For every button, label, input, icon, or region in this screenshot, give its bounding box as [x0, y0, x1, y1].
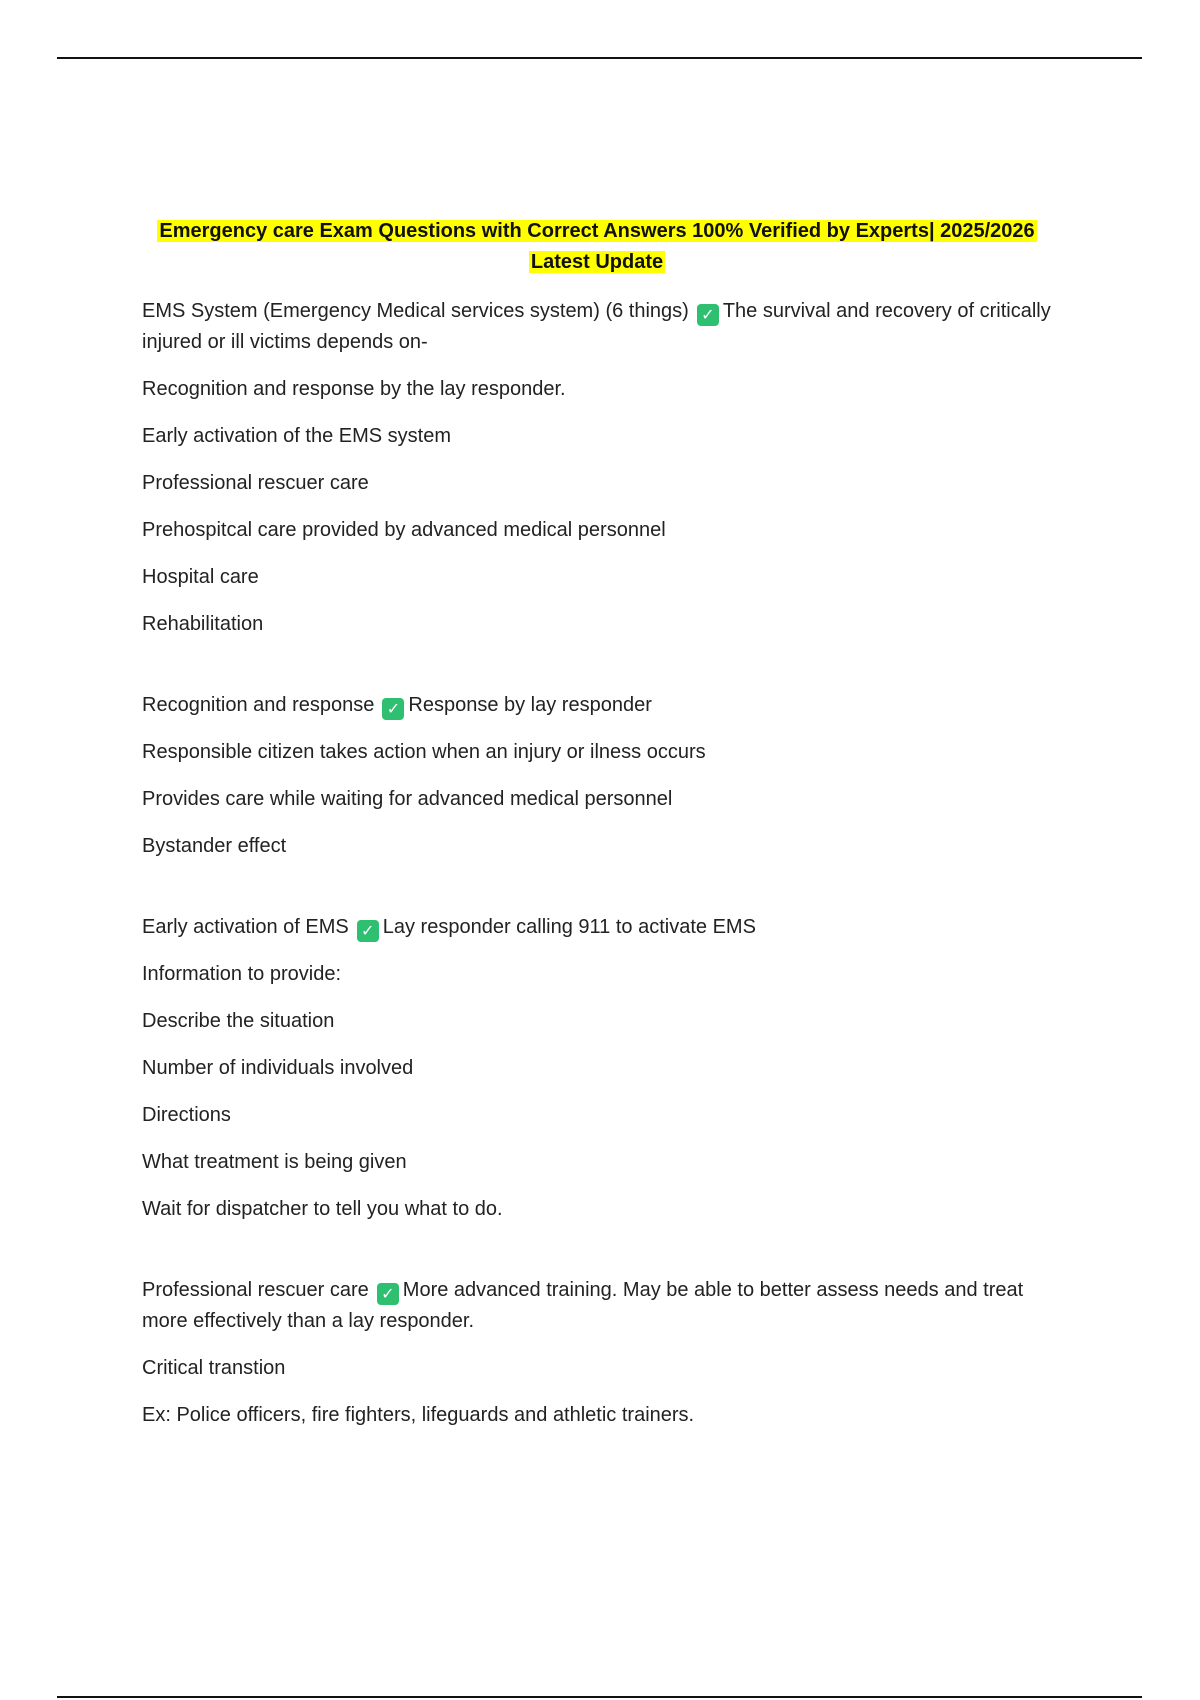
qa-detail: Recognition and response by the lay responder. [142, 378, 566, 400]
qa-detail: Provides care while waiting for advanced medical personnel [142, 788, 673, 810]
qa-answer: Lay responder calling 911 to activate EMS [382, 916, 756, 938]
qa-question-line [142, 296, 1052, 358]
qa-question: Early activation of EMS [142, 916, 349, 938]
qa-question: EMS System (Emergency Medical services system) (6 things) [142, 300, 689, 322]
qa-question-line [142, 912, 1052, 943]
qa-detail: Directions [142, 1104, 231, 1126]
qa-question: Professional rescuer care [142, 1279, 369, 1301]
qa-detail: Number of individuals involved [142, 1057, 414, 1079]
qa-item [142, 1275, 1052, 1431]
qa-detail: Rehabilitation [142, 613, 264, 635]
qa-answer: Response by lay responder [408, 694, 652, 716]
qa-detail: Critical transtion [142, 1357, 286, 1379]
qa-detail: Prehospitcal care provided by advanced medical personnel [142, 519, 666, 541]
qa-detail: What treatment is being given [142, 1151, 407, 1173]
qa-answer: More advanced training. May be able to better assess needs and treat more effectively than a lay responder. [142, 1279, 1024, 1332]
qa-item [142, 690, 1052, 862]
qa-detail: Information to provide: [142, 963, 341, 985]
check-mark-icon: ✓ [697, 304, 719, 326]
qa-detail: Hospital care [142, 566, 259, 588]
qa-item [142, 912, 1052, 1225]
document-title [142, 216, 1052, 278]
document-title-text: Emergency care Exam Questions with Correct Answers 100% Verified by Experts| 2025/2026 Latest Update [159, 220, 1035, 273]
qa-detail: Bystander effect [142, 835, 287, 857]
qa-detail: Ex: Police officers, fire fighters, lifeguards and athletic trainers. [142, 1404, 695, 1426]
qa-detail: Describe the situation [142, 1010, 335, 1032]
check-mark-icon: ✓ [382, 698, 404, 720]
qa-question-line [142, 690, 1052, 721]
footer-rule [57, 1696, 1142, 1698]
qa-detail: Responsible citizen takes action when an injury or ilness occurs [142, 741, 706, 763]
qa-detail: Wait for dispatcher to tell you what to do. [142, 1198, 503, 1220]
check-mark-icon: ✓ [357, 920, 379, 942]
qa-item [142, 296, 1052, 640]
document-body [142, 216, 1052, 1447]
check-mark-icon: ✓ [377, 1283, 399, 1305]
qa-question: Recognition and response [142, 694, 375, 716]
header-rule [57, 57, 1142, 59]
qa-question-line [142, 1275, 1052, 1337]
qa-detail: Early activation of the EMS system [142, 425, 452, 447]
qa-detail: Professional rescuer care [142, 472, 369, 494]
qa-answer: The survival and recovery of critically injured or ill victims depends on- [142, 300, 1051, 353]
